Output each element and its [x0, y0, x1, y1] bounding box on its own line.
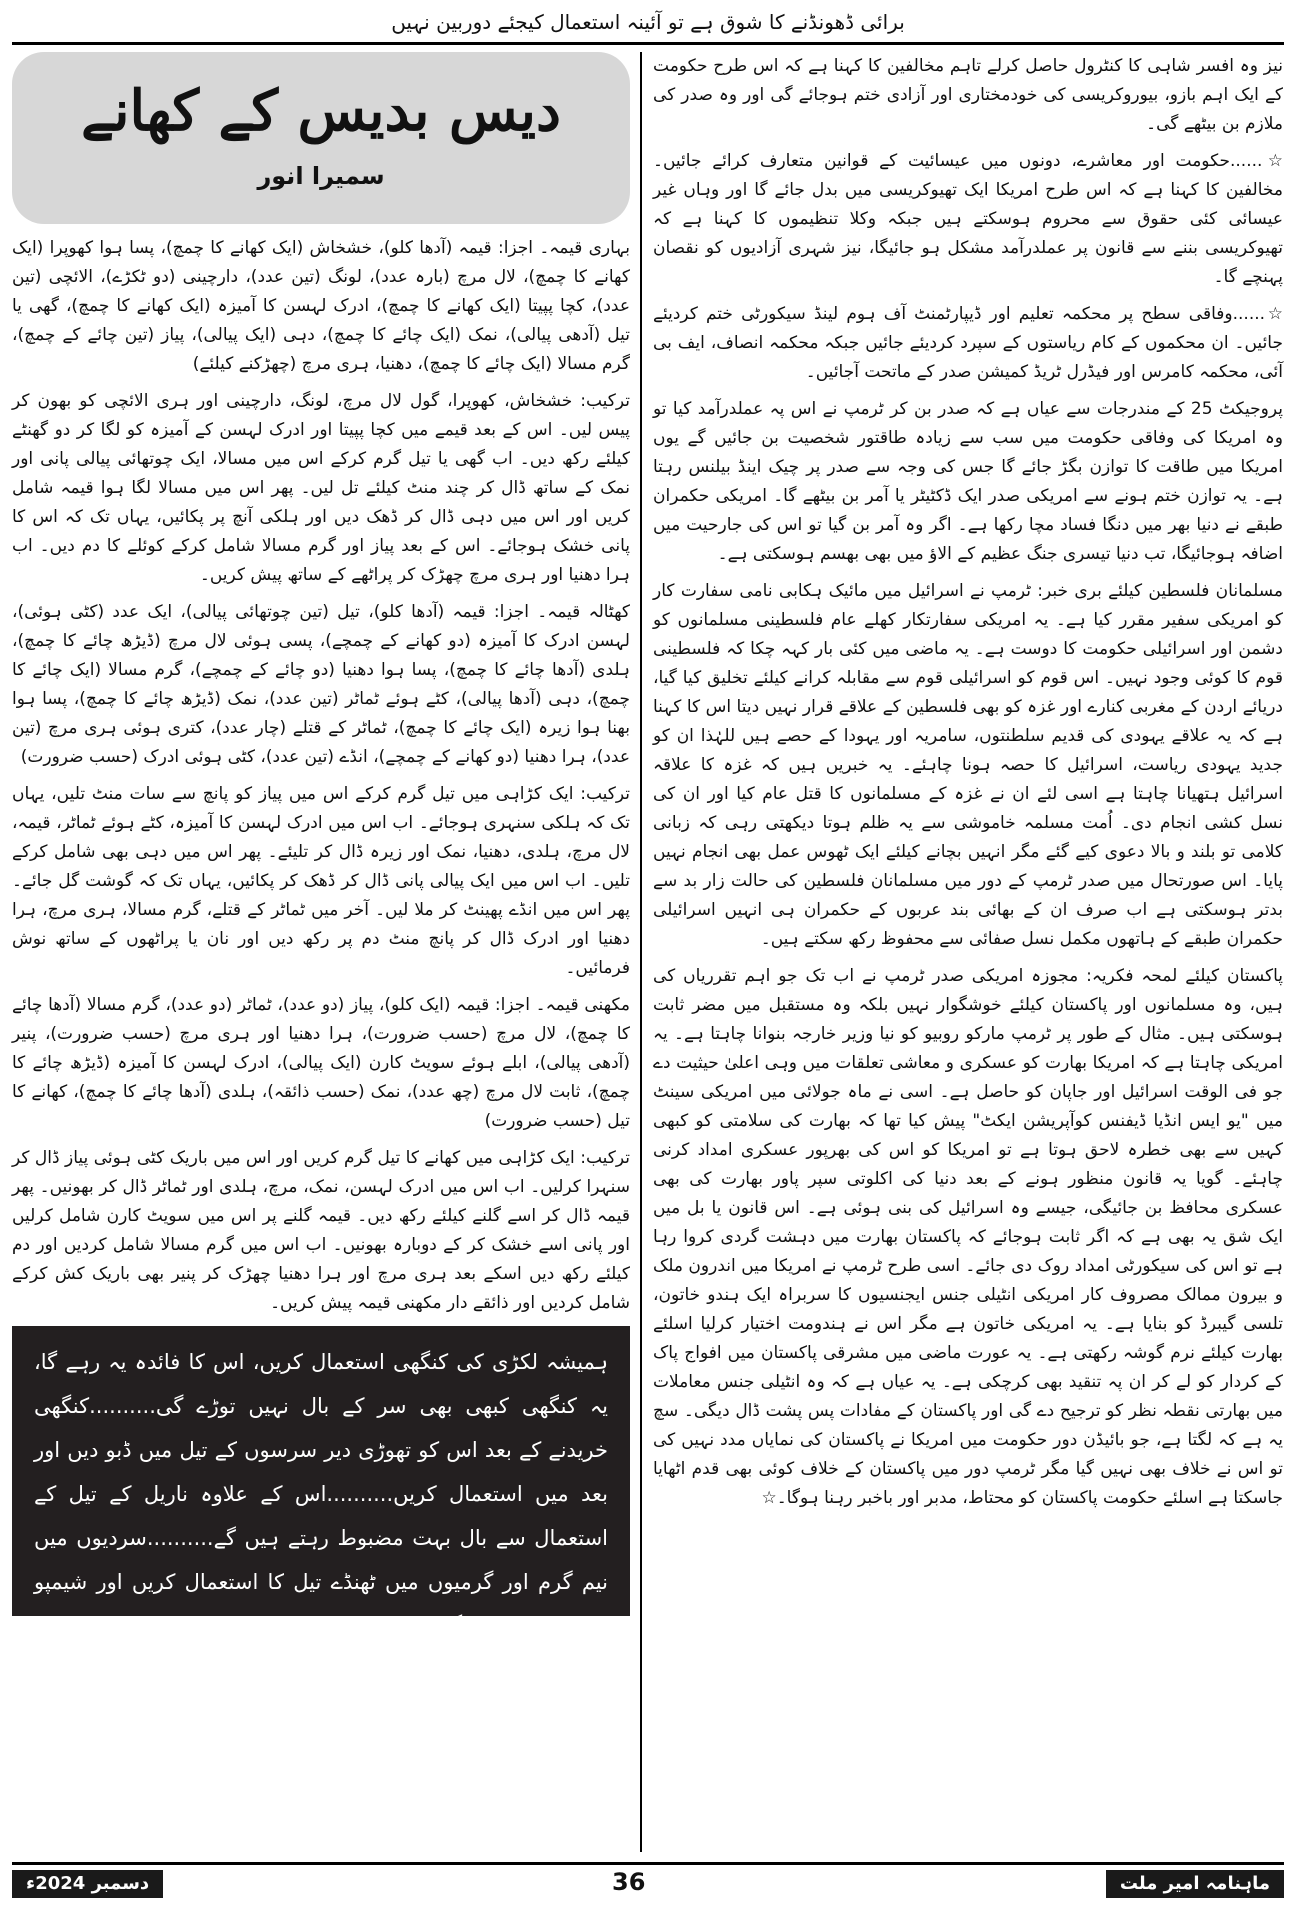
recipe-paragraph: مکھنی قیمہ۔ اجزا: قیمہ (ایک کلو)، پیاز (دو عدد)، ٹماٹر (دو عدد)، گرم مسالا (آدھا چائے کا چمچ)، لال مرچ (حسب ضرورت)، ہرا دھنیا اور ہری مرچ (حسب ضرورت)، پنیر (آدھی پیالی)، ابلے ہوئے سویٹ کارن (ایک پیالی)، ادرک لہسن کا آمیزہ (ڈیڑھ چائے کا چمچ)، ثابت لال مرچ (چھ عدد)، نمک (حسب ذائقہ)، ہلدی (آدھا چائے کا چمچ)، کھانے کا تیل (حسب ضرورت): [12, 995, 630, 1131]
page-footer: [12, 1862, 1284, 1900]
page-number: 36: [612, 1868, 646, 1896]
hair-tip-text: ہمیشہ لکڑی کی کنگھی استعمال کریں، اس کا فائدہ یہ رہے گا، یہ کنگھی کبھی بھی سر کے بال نہیں توڑے گی..........کنگھی خریدنے کے بعد اس کو تھوڑی دیر سرسوں کے تیل میں ڈبو دیں اور بعد میں استعمال کریں..........اس کے علاوہ ناریل کے تیل کے استعمال سے بال بہت مضبوط رہتے ہیں گے..........سردیوں میں نیم گرم اور گرمیوں میں ٹھنڈے تیل کا استعمال کریں اور شیمپو کے استعمال سے گریز کریں۔: [34, 1350, 608, 1638]
recipe-paragraph: ترکیب: ایک کڑاہی میں تیل گرم کرکے اس میں پیاز کو پانچ سے سات منٹ تلیں، یہاں تک کہ ہلکی سنہری ہوجائے۔ اب اس میں ادرک لہسن کا آمیزہ، کٹے ہوئے ٹماٹر، قیمہ، لال مرچ، ہلدی، دھنیا، نمک اور زیرہ ڈال کر تلیئے۔ پھر اس میں دہی بھی شامل کرکے تلیں۔ اب اس میں ایک پیالی پانی ڈال کر ڈھک کر پکائیں، یہاں تک کہ گوشت گل جائے۔ پھر اس میں انڈے پھینٹ کر ملا لیں۔ آخر میں ٹماٹر کے قتلے، گرم مسالا، ہری مرچ، ہرا دھنیا اور ادرک ڈال کر پانچ منٹ دم پر رکھ دیں اور نان یا پراٹھوں کے ساتھ نوش فرمائیں۔: [12, 784, 630, 978]
header-rule: [12, 42, 1284, 45]
author-name: سمیرا انور: [257, 162, 385, 190]
recipe-title-box: [12, 52, 630, 224]
issue-date: دسمبر 2024ء: [12, 1870, 163, 1898]
article-paragraph: ☆......وفاقی سطح پر محکمہ تعلیم اور ڈیپارٹمنٹ آف ہوم لینڈ سیکورٹی ختم کردیئے جائیں۔ ان محکموں کے کام ریاستوں کے سپرد کردیئے جائیں جبکہ محکمہ انصاف، ایف بی آئی، محکمہ کامرس اور فیڈرل ٹریڈ کمیشن صدر کے ماتحت آجائیں۔: [653, 304, 1283, 382]
recipe-paragraph: ترکیب: خشخاش، کھوپرا، گول لال مرچ، لونگ، دارچینی اور ہری الائچی کو بھون کر پیس لیں۔ اس کے بعد قیمے میں کچا پپیتا اور ادرک لہسن کے آمیزہ کو لگا کر دو گھنٹے کیلئے رکھ دیں۔ اب گھی یا تیل گرم کرکے اس میں مسالا، ایک چوتھائی پیالی پانی اور نمک کے ساتھ ڈال کر چند منٹ کیلئے تل لیں۔ پھر اس میں مسالا لگا ہوا قیمہ شامل کریں اور اس میں دہی ڈال کر ڈھک دیں اور ہلکی آنچ پر پکائیں، یہاں تک کہ اس کا پانی خشک ہوجائے۔ اس کے بعد پیاز اور گرم مسالا شامل کرکے کوئلے کا دم دیں۔ اب ہرا دھنیا اور ہری مرچ چھڑک کر پراٹھے کے ساتھ پیش کریں۔: [12, 391, 630, 585]
column-divider: [640, 52, 642, 1852]
article-paragraph: مسلمانان فلسطین کیلئے بری خبر: ٹرمپ نے اسرائیل میں مائیک ہکابی نامی سفارت کار کو امریکی سفیر مقرر کیا ہے۔ یہ امریکی سفارتکار کھلے عام فلسطینی مسلمانوں کو دشمن اور اسرائیلی حکومت کا دوست ہے۔ یہ ماضی میں کئی بار کہہ چکا کہ فلسطینی قوم کا کوئی وجود نہیں۔ اس قوم کو اسرائیلی قوم سے مقابلہ کرانے کیلئے تخلیق کیا گیا، دریائے اردن کے مغربی کنارے اور غزہ کو بھی فلسطین کے علاقے قرار نہیں دیتا اس کا کہنا ہے کہ یہ علاقے یہودی کی قدیم سلطنتوں، سامریہ اور یہودا کے حصے ہیں للہٰذا ان کو جدید یہودی ریاست، اسرائیل کا حصہ ہونا چاہئے۔ یہ خبریں ہیں کہ غزہ کا علاقہ اسرائیل ہتھیانا چاہتا ہے اسی لئے ان نے غزہ کے مسلمانوں کا قتل عام کیا اور ان کی نسل کشی انجام دی۔ اُمت مسلمہ خاموشی سے یہ ظلم ہوتا دیکھتی رہی کہ زبانی کلامی تو بلند و بالا دعوی کیے گئے مگر انہیں بچانے کیلئے ایک ٹھوس عمل بھی انجام نہیں پایا۔ اس صورتحال میں صدر ٹرمپ کے دور میں مسلمانان فلسطین کی حالت زار بد سے بدتر ہوسکتی ہے اب صرف ان کے بھائی بند عربوں کے حکمران ہی انہیں اسرائیلی حکمران طبقے کے ہاتھوں مکمل نسل صفائی سے محفوظ رکھ سکتے ہیں۔: [653, 581, 1283, 949]
article-paragraph: ☆......حکومت اور معاشرے، دونوں میں عیسائیت کے قوانین متعارف کرائے جائیں۔ مخالفین کا کہنا ہے کہ اس طرح امریکا ایک تھیوکریسی میں بدل جائے گا اور وہاں غیر عیسائی کئی حقوق سے محروم ہوسکتے ہیں جبکہ وکلا تنظیموں کا کہنا ہے کہ تھیوکریسی بننے سے قانون پر عملدرآمد مشکل ہو جائیگا، نیز شہری آزادیوں کو نقصان پہنچے گا۔: [653, 151, 1283, 287]
recipes-column: [12, 52, 630, 1842]
article-paragraph: نیز وہ افسر شاہی کا کنٹرول حاصل کرلے تاہم مخالفین کا کہنا ہے کہ اس طرح حکومت کے ایک اہم بازو، بیوروکریسی کی خودمختاری اور آزادی ختم ہوجائے گی اور وہ صدر کی ملازم بن بیٹھے گی۔: [653, 56, 1283, 134]
recipe-title: دیس بدیس کے کھانے: [81, 78, 561, 144]
hair-tip-box: [12, 1326, 630, 1638]
article-right-column: [653, 52, 1283, 1842]
recipe-paragraph: کھٹالہ قیمہ۔ اجزا: قیمہ (آدھا کلو)، تیل (تین چوتھائی پیالی)، ایک عدد (کٹی ہوئی)، لہسن ادرک کا آمیزہ (دو کھانے کے چمچے)، پسی ہوئی لال مرچ (ڈیڑھ چائے کا چمچ)، ہلدی (آدھا چائے کا چمچ)، پسا ہوا دھنیا (دو چائے کے چمچے)، گرم مسالا (ایک چائے کا چمچ)، دہی (آدھا پیالی)، کٹے ہوئے ٹماٹر (تین عدد)، نمک (ڈیڑھ چائے کا چمچ)، پسا ہوا بھنا ہوا زیرہ (ایک چائے کا چمچ)، ٹماٹر کے قتلے (چار عدد)، کتری ہوئی ہری مرچ (تین عدد)، ہرا دھنیا (دو کھانے کے چمچے)، انڈے (تین عدد)، کٹی ہوئی ادرک (حسب ضرورت): [12, 602, 630, 767]
page-header-quote: برائی ڈھونڈنے کا شوق ہے تو آئینہ استعمال کیجئے دوربین نہیں: [391, 10, 905, 34]
recipe-paragraph: ترکیب: ایک کڑاہی میں کھانے کا تیل گرم کریں اور اس میں باریک کٹی ہوئی پیاز ڈال کر سنہرا کرلیں۔ اب اس میں ادرک لہسن، نمک، مرچ، ہلدی اور ٹماٹر ڈال کر بھونیں۔ پھر قیمہ ڈال کر اسے گلنے کیلئے رکھ دیں۔ قیمہ گلنے پر اس میں سویٹ کارن شامل کرلیں اور پانی اسے خشک کر کے دوبارہ بھونیں۔ اب اس میں گرم مسالا شامل کردیں اور دم کیلئے رکھ دیں اسکے بعد ہری مرچ اور ہرا دھنیا چھڑک کر پنیر بھی باریک کش کرکے شامل کردیں اور ذائقے دار مکھنی قیمہ پیش کریں۔: [12, 1148, 630, 1313]
recipe-paragraph: بہاری قیمہ۔ اجزا: قیمہ (آدھا کلو)، خشخاش (ایک کھانے کا چمچ)، پسا ہوا کھوپرا (ایک کھانے کا چمچ)، لال مرچ (بارہ عدد)، لونگ (تین عدد)، دارچینی (دو ٹکڑے)، الائچی (تین عدد)، کچا پپیتا (ایک کھانے کا چمچ)، ادرک لہسن کا آمیزہ (ایک کھانے کا چمچ)، گھی یا تیل (آدھی پیالی)، نمک (ایک چائے کا چمچ)، دہی (ایک پیالی)، پیاز (تین چائے کے چمچ)، گرم مسالا (ایک چائے کا چمچ)، دھنیا، ہری مرچ (چھڑکنے کیلئے): [12, 238, 631, 374]
article-paragraph: پروجیکٹ 25 کے مندرجات سے عیاں ہے کہ صدر بن کر ٹرمپ نے اس پہ عملدرآمد کیا تو وہ امریکا کی وفاقی حکومت میں سب سے زیادہ طاقتور شخصیت بن جائیں گے یوں امریکا میں طاقت کا توازن بگڑ جائے گا جس کی وجہ سے صدر پر چیک اینڈ بیلنس رہتا ہے۔ یہ توازن ختم ہونے سے امریکی صدر ایک ڈکٹیٹر یا آمر بن بیٹھے گا۔ امریکی حکمران طبقے نے دنیا بھر میں دنگا فساد مچا رکھا ہے۔ اگر وہ آمر بن گیا تو اس کی جارحیت میں اضافہ ہوجائیگا، تب دنیا تیسری جنگ عظیم کے الاؤ میں بھی بھسم ہوسکتی ہے۔: [653, 399, 1283, 564]
magazine-name: ماہنامہ امیر ملت: [1106, 1870, 1284, 1898]
article-paragraph: پاکستان کیلئے لمحہ فکریہ: مجوزہ امریکی صدر ٹرمپ نے اب تک جو اہم تقرریاں کی ہیں، وہ مسلمانوں اور پاکستان کیلئے خوشگوار نہیں بلکہ وہ مستقبل میں مضر ثابت ہوسکتی ہیں۔ مثال کے طور پر ٹرمپ مارکو روبیو کو نیا وزیر خارجہ بنوانا چاہتا ہے۔ یہ امریکی چاہتا ہے کہ امریکا بھارت کو عسکری و معاشی تعلقات میں وہی اعلیٰ حیثیت دے جو فی الوقت اسرائیل اور جاپان کو حاصل ہے۔ اسی نے ماہ جولائی میں امریکی سینٹ میں "یو ایس انڈیا ڈیفنس کوآپریشن ایکٹ" پیش کیا تھا کہ بھارت کی سلامتی کو کبھی کہیں سے بھی خطرہ لاحق ہوتا ہے تو امریکا کو اس کی بھرپور عسکری امداد کرنی چاہئے۔ گویا یہ قانون منظور ہونے کے بعد دنیا کی اکلوتی سپر پاور بھارت کی بھی عسکری محافظ بن جائیگی، جیسے وہ اسرائیل کی بنی ہوئی ہے۔ اس قانون یا بل میں ایک شق یہ بھی ہے کہ اگر ثابت ہوجائے کہ پاکستان بھارت میں دہشت گردی کروا رہا ہے تو اس کی سیکورٹی امداد روک دی جائے۔ اسی طرح ٹرمپ نے امریکا میں اندرون ملک و بیرون ممالک مصروف کار امریکی انٹیلی جنس ایجنسیوں کا سربراہ ایک ہندو خاتون، تلسی گیبرڈ کو بنایا ہے۔ یہ امریکی خاتون ہے مگر اس نے ہندومت اختیار کرلیا اسلئے بھارت کیلئے نرم گوشہ رکھتی ہے۔ یہ عورت ماضی میں مشرقی پاکستان میں افواج پاک کے کردار کو لے کر ان پہ تنقید بھی کرچکی ہے۔ یہ عیاں ہے کہ وہ انٹیلی جنس معاملات میں بھارتی نقطہ نظر کو ترجیح دے گی اور پاکستان کے مفادات پس پشت ڈال دیگی۔ سچ یہ ہے کہ لگتا ہے، جو بائیڈن دور حکومت میں امریکا نے پاکستان کی نمایاں مدد نہیں کی تو اس نے خلاف بھی نہیں گیا مگر ٹرمپ دور میں پاکستان کے خلاف کوئی بھی قدم اٹھایا جاسکتا ہے اسلئے حکومت پاکستان کو محتاط، مدبر اور باخبر رہنا ہوگا۔☆: [653, 966, 1283, 1508]
